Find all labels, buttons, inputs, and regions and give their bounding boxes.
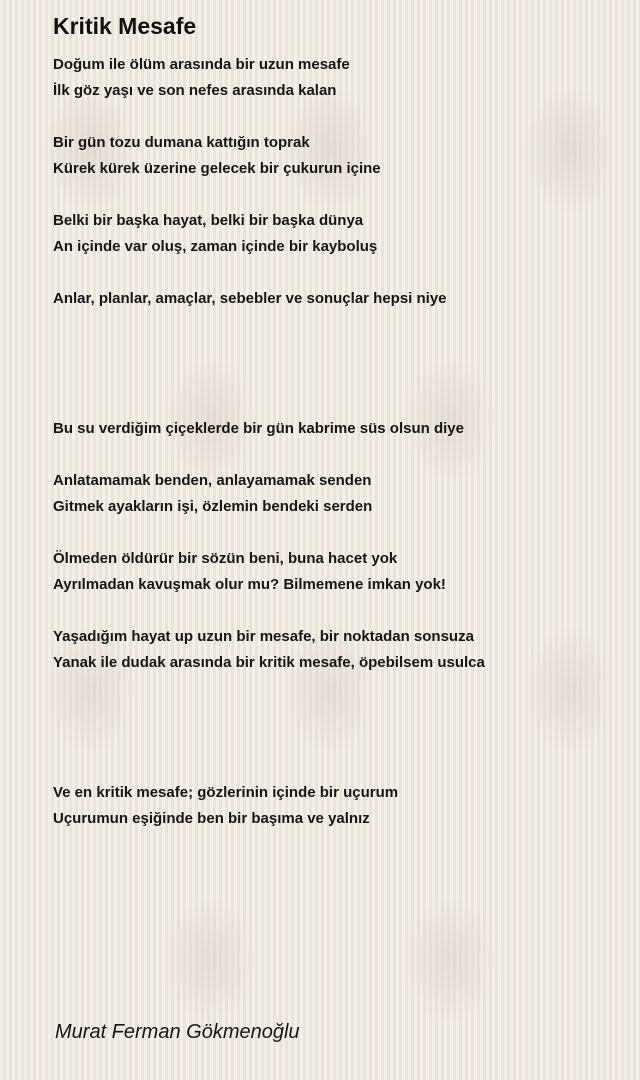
- stanza-2: [53, 130, 623, 182]
- poem-author: Murat Ferman Gökmenoğlu: [55, 1021, 300, 1043]
- poem-line: Yaşadığım hayat up uzun bir mesafe, bir noktadan sonsuza: [53, 628, 474, 645]
- poem-line: Yanak ile dudak arasında bir kritik mesafe, öpebilsem usulca: [53, 654, 485, 671]
- stanza-6: [53, 468, 623, 520]
- stanza-1: [53, 52, 623, 104]
- stanza-7: [53, 546, 623, 598]
- stanza-spacer: [53, 598, 623, 624]
- stanza-spacer: [53, 442, 623, 468]
- stanza-spacer: [53, 182, 623, 208]
- poem-line: Ölmeden öldürür bir sözün beni, buna hacet yok: [53, 550, 398, 567]
- poem-title: Kritik Mesafe: [53, 13, 197, 39]
- poem-line: İlk göz yaşı ve son nefes arasında kalan: [53, 82, 337, 99]
- poem-line: Anlatamamak benden, anlayamamak senden: [53, 472, 372, 489]
- poem-line: Uçurumun eşiğinde ben bir başıma ve yalnız: [53, 810, 370, 827]
- poem-line: Bir gün tozu dumana kattığın toprak: [53, 134, 310, 151]
- stanza-spacer: [53, 520, 623, 546]
- poem-line: Doğum ile ölüm arasında bir uzun mesafe: [53, 56, 350, 73]
- poem-line: Gitmek ayakların işi, özlemin bendeki serden: [53, 498, 373, 515]
- stanza-spacer: [53, 676, 623, 780]
- stanza-spacer: [53, 260, 623, 286]
- poem-body: [53, 52, 623, 832]
- stanza-4: [53, 286, 623, 312]
- poem-line: Kürek kürek üzerine gelecek bir çukurun içine: [53, 160, 381, 177]
- stanza-5: [53, 416, 623, 442]
- poem-line: Ayrılmadan kavuşmak olur mu? Bilmemene imkan yok!: [53, 576, 446, 593]
- stanza-9: [53, 780, 623, 832]
- poem-line: Bu su verdiğim çiçeklerde bir gün kabrime süs olsun diye: [53, 420, 464, 437]
- stanza-spacer: [53, 312, 623, 416]
- stanza-spacer: [53, 104, 623, 130]
- poem-line: Belki bir başka hayat, belki bir başka dünya: [53, 212, 364, 229]
- poem-line: An içinde var oluş, zaman içinde bir kayboluş: [53, 238, 378, 255]
- poem-line: Anlar, planlar, amaçlar, sebebler ve sonuçlar hepsi niye: [53, 290, 447, 307]
- stanza-8: [53, 624, 623, 676]
- stanza-3: [53, 208, 623, 260]
- poem-line: Ve en kritik mesafe; gözlerinin içinde bir uçurum: [53, 784, 399, 801]
